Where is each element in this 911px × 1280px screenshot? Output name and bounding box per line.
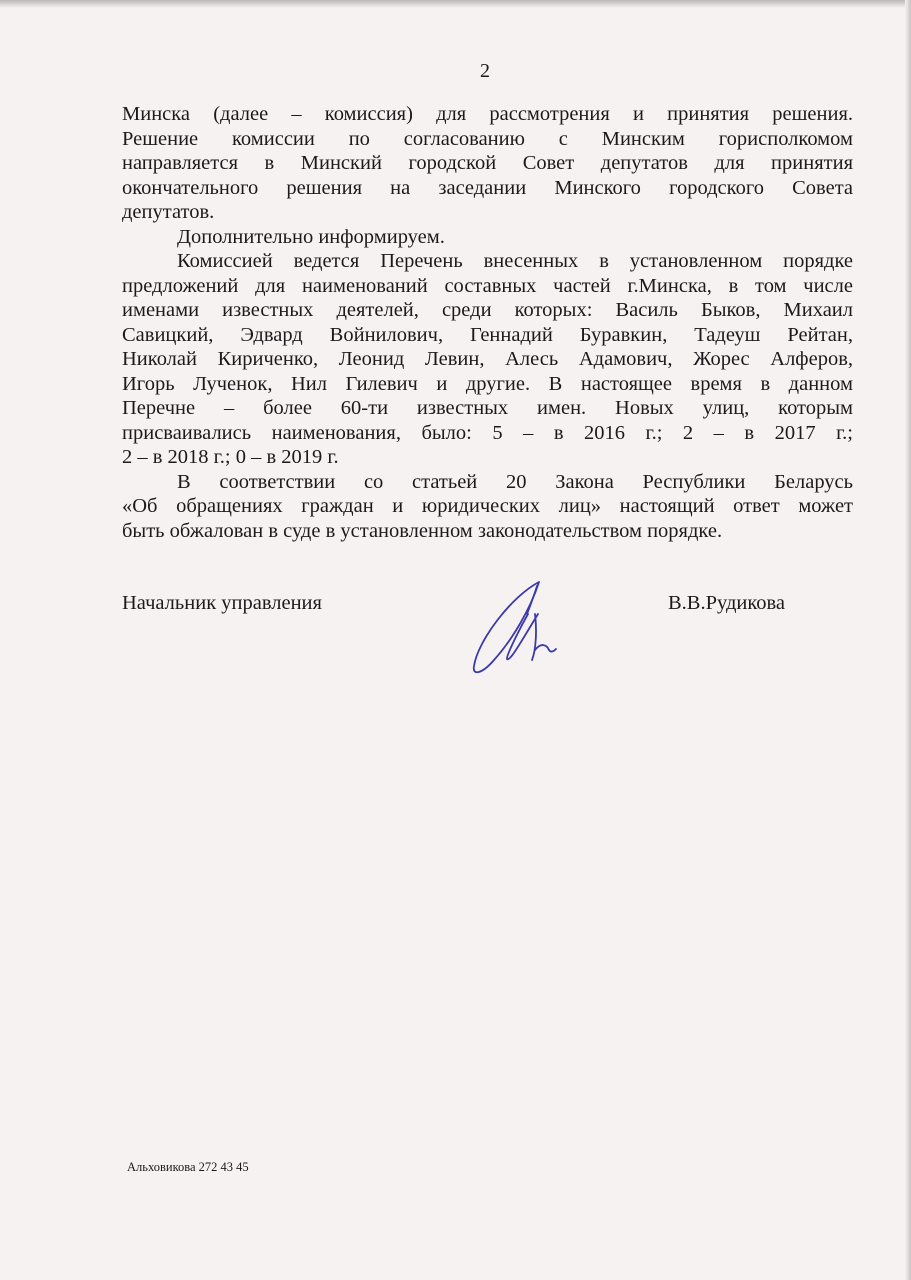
text-line: Комиссией ведется Перечень внесенных в установленном порядке bbox=[177, 250, 853, 272]
text-line: Решение комиссии по согласованию с Минским горисполкомом bbox=[122, 127, 853, 150]
text-line: Перечне – более 60-ти известных имен. Новых улиц, которым bbox=[122, 397, 853, 419]
text-line: В соответствии со статьей 20 Закона Республики Беларусь bbox=[177, 470, 853, 493]
text-line: 2 – в 2018 г.; 0 – в 2019 г. bbox=[122, 446, 339, 468]
signatory-title: Начальник управления bbox=[122, 592, 322, 614]
executor-contact: Альховикова 272 43 45 bbox=[127, 1160, 249, 1174]
text-line: присваивались наименования, было: 5 – в 2016 г.; 2 – в 2017 г.; bbox=[122, 421, 853, 444]
text-line: Дополнительно информируем. bbox=[177, 225, 445, 248]
text-line: направляется в Минский городской Совет депутатов для принятия bbox=[122, 152, 853, 174]
text-line: окончательного решения на заседании Минского городского Совета bbox=[122, 176, 853, 199]
signatory-name: В.В.Рудикова bbox=[668, 592, 786, 614]
text-line: депутатов. bbox=[122, 201, 215, 223]
page-number: 2 bbox=[480, 60, 490, 82]
text-line: предложений для наименований составных частей г.Минска, в том числе bbox=[122, 274, 853, 297]
text-line: «Об обращениях граждан и юридических лиц» настоящий ответ может bbox=[122, 495, 853, 517]
text-line: быть обжалован в суде в установленном законодательством порядке. bbox=[122, 519, 723, 542]
text-line: именами известных деятелей, среди которых: Василь Быков, Михаил bbox=[122, 299, 853, 321]
text-line: Игорь Лученок, Нил Гилевич и другие. В настоящее время в данном bbox=[122, 372, 853, 395]
text-line: Минска (далее – комиссия) для рассмотрения и принятия решения. bbox=[122, 103, 853, 125]
text-line: Савицкий, Эдвард Войнилович, Геннадий Буравкин, Тадеуш Рейтан, bbox=[122, 323, 853, 346]
text-line: Николай Кириченко, Леонид Левин, Алесь Адамович, Жорес Алферов, bbox=[122, 348, 853, 370]
